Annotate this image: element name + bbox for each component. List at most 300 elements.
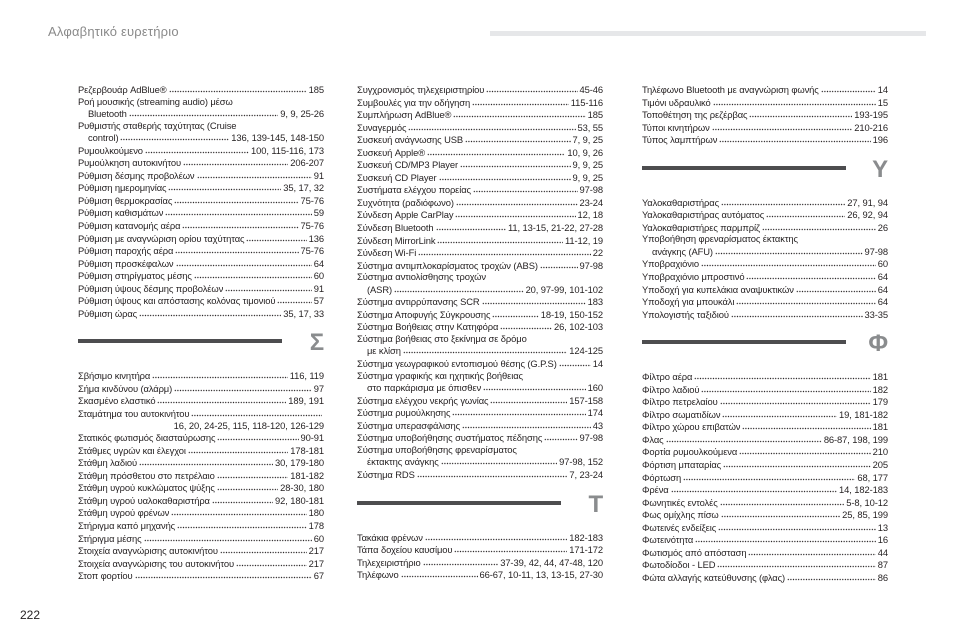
index-term: Στοιχεία αναγνώρισης του αυτοκινήτου (78, 557, 235, 569)
page-reference: 16 (877, 534, 888, 546)
index-entry (78, 456, 324, 469)
dot-leader (462, 420, 591, 430)
index-entry-line (78, 107, 324, 120)
page-reference: 33-35 (864, 308, 888, 320)
index-term: Φίλτρο αέρα (642, 371, 693, 383)
page-reference: 45-46 (579, 84, 603, 95)
index-term: Φορτία ρυμουλκούμενα (642, 446, 738, 458)
index-entry-line (357, 259, 603, 272)
page-reference: 97-98, 152 (559, 456, 603, 468)
index-term: Στάθμη υγρού κυκλώματος ψύξης (78, 482, 215, 494)
index-term: Ρύθμιση ύψους δέσμης προβολέων (78, 282, 224, 294)
index-term: Σύστημα βοήθειας στο ξεκίνημα σε δρόμο (357, 332, 527, 344)
index-term: Σύστημα γεωγραφικού εντοπισμού θέσης (G.P.S) (357, 358, 557, 370)
dot-leader (544, 432, 577, 442)
index-term: Συναγερμός (357, 121, 407, 133)
page-reference: 182-183 (569, 531, 603, 543)
dot-leader (721, 509, 841, 519)
page-reference: 7, 9, 25 (572, 134, 603, 146)
index-entry-line (642, 521, 888, 534)
index-term: Συγχρονισμός τηλεχειριστηρίου (357, 84, 485, 95)
dot-leader (701, 384, 870, 394)
index-entry-line (78, 181, 324, 194)
page-reference: 91 (313, 169, 324, 181)
index-entry-line (642, 245, 888, 258)
index-term: έκτακτης ανάγκης (367, 456, 439, 468)
page-reference: 7, 23-24 (569, 468, 603, 480)
index-term: Φόρτιση μπαταρίας (642, 459, 722, 471)
index-term: Στατικός φωτισμός διασταύρωσης (78, 432, 216, 444)
dot-leader (436, 222, 506, 232)
index-entry-line (357, 158, 603, 171)
section-header (78, 319, 324, 369)
index-entry (78, 244, 324, 257)
page-reference: 13 (877, 521, 888, 533)
index-term: με κλίση (367, 345, 401, 357)
page-reference: 60 (877, 258, 888, 270)
index-entry-line (642, 496, 888, 509)
index-entry-line (78, 282, 324, 295)
page-reference: 53, 55 (577, 121, 603, 133)
page-reference: 178-181 (290, 444, 324, 456)
index-term: Σύνδεση Wi-Fi (357, 247, 417, 259)
index-entry-line (78, 532, 324, 545)
dot-leader (490, 395, 567, 405)
dot-leader (165, 207, 311, 217)
index-term: Υαλοκαθαριστήρες παρμπρίζ (642, 221, 760, 233)
index-term: Τάπα δοχείου καυσίμου (357, 544, 453, 556)
index-entry (78, 431, 324, 444)
index-entry-line (78, 444, 324, 457)
page-reference: 116, 119 (289, 370, 324, 382)
index-entry (642, 108, 888, 121)
index-entry-line (642, 408, 888, 421)
section-letter: Υ (872, 155, 888, 183)
index-term: Ροή μουσικής (streaming audio) μέσω (78, 95, 233, 107)
dot-leader (694, 371, 870, 381)
index-entry-line (357, 196, 603, 209)
dot-leader (129, 108, 279, 118)
page-reference: 44 (877, 546, 888, 558)
page-reference: 59 (313, 207, 324, 219)
index-entry (642, 233, 888, 257)
index-term: Ρυμουλκούμενο (78, 144, 143, 156)
index-entry (78, 557, 324, 570)
index-term: Σύστημα υπερασφάλισης (357, 419, 461, 431)
index-entry-line (357, 531, 603, 544)
page-reference: 181 (872, 421, 888, 433)
index-entry (78, 444, 324, 457)
index-entry (642, 483, 888, 496)
index-entry-line (642, 196, 888, 209)
index-entry (642, 533, 888, 546)
dot-leader (174, 383, 312, 393)
index-entry (78, 394, 324, 407)
dot-leader (731, 309, 863, 319)
index-term: Στάθμη λαδιού (78, 457, 138, 469)
index-entry-line (357, 406, 603, 419)
dot-leader (482, 296, 586, 306)
index-entry-line (642, 508, 888, 521)
index-term: Τηλέφωνο (357, 569, 399, 581)
index-entry (78, 382, 324, 395)
dot-leader (403, 345, 567, 355)
index-entry (357, 208, 603, 221)
dot-leader (500, 321, 552, 331)
index-entry (642, 445, 888, 458)
index-entry (357, 259, 603, 272)
dot-leader (748, 547, 875, 557)
index-term: Ρύθμιση ημερομηνίας (78, 182, 167, 194)
page-reference: 9, 9, 25 (572, 171, 603, 183)
page-reference: 9, 9, 25 (572, 159, 603, 171)
index-entry-line (642, 270, 888, 283)
dot-leader (712, 122, 853, 132)
dot-leader (144, 533, 312, 543)
index-entry-line (357, 308, 603, 321)
dot-leader (417, 469, 568, 479)
index-term: Σύνδεση MirrorLink (357, 234, 436, 246)
dot-leader (441, 456, 558, 466)
page-reference: 12, 18 (577, 209, 603, 221)
index-entry-line (78, 407, 324, 420)
index-term: Σκασμένο ελαστικό (78, 395, 156, 407)
page-reference: 5-8, 10-12 (846, 496, 888, 508)
index-entry-line (78, 307, 324, 320)
page-reference: 75-76 (300, 194, 324, 206)
page-reference: 26 (877, 221, 888, 233)
page-reference: 30, 179-180 (275, 457, 324, 469)
dot-leader (217, 432, 298, 442)
index-entry (78, 544, 324, 557)
index-entry-line (78, 557, 324, 570)
index-entry-line (357, 208, 603, 221)
index-entry-line (642, 233, 888, 245)
index-entry-line (78, 131, 324, 144)
dot-leader (720, 396, 871, 406)
dot-leader (722, 409, 837, 419)
index-term: Συμβουλές για την οδήγηση (357, 96, 471, 108)
page-reference: 11-12, 19 (564, 234, 603, 246)
index-term: Υποδοχή για μπουκάλι (642, 296, 735, 308)
page-reference: 206-207 (290, 157, 324, 169)
index-term: Σύστημα RDS (357, 468, 415, 480)
index-entry-line (78, 506, 324, 519)
page-reference: 181 (872, 371, 888, 383)
index-entry-continuation (78, 420, 324, 432)
index-entry (642, 408, 888, 421)
index-entry-line (642, 420, 888, 433)
dot-leader (473, 184, 578, 194)
index-entry (357, 158, 603, 171)
page-reference: 75-76 (300, 220, 324, 232)
section-letter: Σ (309, 329, 324, 357)
page-reference: 57 (313, 295, 324, 307)
page-reference: 68, 177 (857, 471, 888, 483)
index-entry-line (78, 206, 324, 219)
dot-leader (394, 284, 524, 294)
page-reference: 23-24 (579, 196, 603, 208)
index-entry (642, 420, 888, 433)
index-entry (642, 508, 888, 521)
index-term: Φωτεινότητα (642, 534, 694, 546)
index-entry-line (642, 96, 888, 109)
index-term: Συσκευή ανάγνωσης USB (357, 134, 464, 146)
index-entry (642, 96, 888, 109)
index-entry-line (642, 383, 888, 396)
index-entry (78, 169, 324, 182)
page-reference: 196 (872, 134, 888, 146)
index-entry (78, 494, 324, 507)
index-entry (78, 369, 324, 382)
section-divider (642, 340, 846, 344)
index-entry (78, 232, 324, 245)
page-reference: 97-98 (579, 259, 603, 271)
index-term: Φίλτρο πετρελαίου (642, 396, 718, 408)
index-entry (642, 458, 888, 471)
dot-leader (120, 132, 229, 142)
index-entry (78, 506, 324, 519)
page-reference: 64 (877, 283, 888, 295)
index-entry (78, 532, 324, 545)
index-term: Συσκευή CD Player (357, 171, 437, 183)
index-entry-line (78, 269, 324, 282)
index-entry-line (357, 121, 603, 134)
dot-leader (746, 271, 875, 281)
index-entry (642, 546, 888, 559)
index-entry-line (78, 494, 324, 507)
index-entry-line (642, 121, 888, 134)
page-reference: 210 (872, 446, 888, 458)
index-entry-line (357, 234, 603, 247)
page-reference: 124-125 (569, 345, 603, 357)
dot-leader (135, 570, 312, 580)
index-entry-line (357, 133, 603, 146)
index-entry (357, 543, 603, 556)
index-entry (642, 83, 888, 96)
index-entry-line (642, 483, 888, 496)
index-entry-line (357, 333, 603, 345)
index-term: Σύστημα αντιολίσθησης τροχών (357, 271, 486, 283)
index-entry (78, 294, 324, 307)
index-term: Στάθμη πρόσθετου στο πετρέλαιο (78, 469, 215, 481)
page-reference: 97-98 (579, 432, 603, 444)
index-entry (642, 208, 888, 221)
page-reference: 11, 13-15, 21-22, 27-28 (508, 222, 603, 234)
index-term: Bluetooth (88, 108, 127, 120)
page-title: Αλφαβητικό ευρετήριο (48, 24, 179, 39)
index-term: Φωνητικές εντολές (642, 496, 718, 508)
index-term: Σύνδεση Bluetooth (357, 222, 434, 234)
index-entry-line (357, 295, 603, 308)
dot-leader (171, 507, 306, 517)
index-term: Σύστημα ελέγχου νεκρής γωνίας (357, 394, 489, 406)
section-divider (642, 166, 846, 170)
index-entry-line (357, 468, 603, 481)
page-reference: 189, 191 (288, 395, 324, 407)
dot-leader (176, 258, 312, 268)
page-reference: 64 (877, 271, 888, 283)
index-entry (642, 196, 888, 209)
index-entry-line (357, 543, 603, 556)
dot-leader (456, 197, 578, 207)
index-term: Τύποι κινητήρων (642, 121, 710, 133)
dot-leader (418, 247, 591, 257)
index-term: ανάγκης (AFU) (652, 245, 713, 257)
index-term: Υαλοκαθαριστήρας (642, 196, 719, 208)
index-term: Σύστημα υποβοήθησης φρεναρίσματος (357, 443, 517, 455)
index-entry-line (357, 381, 603, 394)
page-reference: 115-116 (570, 96, 603, 108)
dot-leader (796, 284, 876, 294)
index-entry (357, 333, 603, 357)
index-term: Τακάκια φρένων (357, 531, 423, 543)
index-entry-line (357, 221, 603, 234)
index-entry (78, 156, 324, 169)
index-entry (357, 146, 603, 159)
dot-leader (713, 97, 876, 107)
page-reference: 14 (877, 84, 888, 95)
dot-leader (717, 559, 875, 569)
dot-leader (182, 220, 298, 230)
page-reference: 64 (313, 257, 324, 269)
dot-leader (401, 569, 478, 579)
dot-leader (749, 109, 852, 119)
index-entry (357, 357, 603, 370)
page-reference: 19, 181-182 (839, 408, 888, 420)
dot-leader (766, 209, 845, 219)
page-reference: 27, 91, 94 (847, 196, 888, 208)
index-term: Ρύθμιση θερμοκρασίας (78, 194, 173, 206)
page-reference: 174 (587, 407, 603, 419)
index-entry-line (78, 394, 324, 407)
index-term: Φόρτωση (642, 471, 682, 483)
index-entry (78, 219, 324, 232)
index-entry-line (78, 469, 324, 482)
index-entry-line (78, 169, 324, 182)
dot-leader (742, 421, 870, 431)
index-entry-line (78, 294, 324, 307)
index-entry-line (642, 395, 888, 408)
index-entry (642, 257, 888, 270)
index-entry-line (357, 444, 603, 456)
index-term: Φλας (642, 433, 664, 445)
index-entry-line (357, 431, 603, 444)
index-entry-line (357, 320, 603, 333)
dot-leader (408, 122, 575, 132)
index-entry (642, 558, 888, 571)
page-reference: 10, 9, 26 (567, 146, 603, 158)
index-entry-line (642, 283, 888, 296)
index-entry (357, 171, 603, 184)
index-entry (642, 283, 888, 296)
index-term: Συχνότητα (ραδιόφωνο) (357, 196, 454, 208)
index-entry-line (357, 271, 603, 283)
index-entry-line (642, 471, 888, 484)
index-term: Συστήματα ελέγχου πορείας (357, 184, 471, 196)
index-entry-line (642, 533, 888, 546)
dot-leader (723, 459, 871, 469)
page-reference: 75-76 (300, 245, 324, 257)
index-term: Υποβραχιόνιο (642, 258, 699, 270)
index-entry-line (78, 519, 324, 532)
dot-leader (721, 197, 845, 207)
index-entry-line (78, 257, 324, 270)
index-term: Τηλεχειριστήριο (357, 556, 421, 568)
index-entry-line (78, 382, 324, 395)
index-entry (357, 246, 603, 259)
page-reference: 60 (313, 532, 324, 544)
index-term: Ρυμούλκηση αυτοκινήτου (78, 157, 182, 169)
dot-leader (736, 296, 875, 306)
index-term: Σύστημα Αποφυγής Σύγκρουσης (357, 308, 491, 320)
index-entry-line (357, 419, 603, 432)
index-term: Ρύθμιση παροχής αέρα (78, 245, 174, 257)
page-reference: 60 (313, 270, 324, 282)
index-term: Ρύθμιση δέσμης προβολέων (78, 169, 195, 181)
page-reference: 136, 139-145, 148-150 (231, 132, 324, 144)
page-reference: 86-87, 198, 199 (823, 433, 888, 445)
index-entry-line (78, 431, 324, 444)
dot-leader (212, 495, 273, 505)
index-entry (78, 120, 324, 144)
index-term: Συμπλήρωση AdBlue® (357, 109, 452, 121)
index-entry-line (78, 456, 324, 469)
index-entry (642, 270, 888, 283)
index-entry (642, 221, 888, 234)
dot-leader (439, 172, 571, 182)
section-letter: Φ (868, 330, 888, 358)
index-entry (642, 395, 888, 408)
page-reference: 14 (592, 358, 603, 370)
page-reference: 100, 115-116, 173 (250, 144, 324, 156)
dot-leader (220, 545, 307, 555)
page-reference: 43 (592, 419, 603, 431)
page-reference: 37-39, 42, 44, 47-48, 120 (500, 556, 603, 568)
dot-leader (454, 544, 567, 554)
index-entry-line (78, 544, 324, 557)
index-entry (357, 133, 603, 146)
page-reference: 90-91 (300, 432, 324, 444)
page-reference: 9, 9, 25-26 (280, 108, 324, 120)
index-entry-line (357, 171, 603, 184)
index-entry-line (78, 219, 324, 232)
index-entry (357, 419, 603, 432)
dot-leader (683, 472, 855, 482)
index-entry (642, 295, 888, 308)
index-entry (357, 444, 603, 468)
page-reference: 92, 180-181 (275, 494, 324, 506)
index-term: Υποδοχή για κυπελάκια αναψυκτικών (642, 283, 794, 295)
index-term: Φίλτρο χώρου επιβατών (642, 421, 741, 433)
dot-leader (666, 434, 822, 444)
page-reference: 185 (308, 84, 324, 95)
dot-leader (236, 558, 307, 568)
index-entry (642, 121, 888, 134)
index-entry (642, 308, 888, 321)
index-entry (357, 406, 603, 419)
dot-leader (139, 457, 273, 467)
index-entry-line (642, 295, 888, 308)
index-term: Ρεζερβουάρ AdBlue® (78, 84, 167, 95)
dot-leader (183, 157, 288, 167)
index-term: Ρύθμιση προσκέφαλων (78, 257, 174, 269)
index-term: Φως ομίχλης πίσω (642, 509, 719, 521)
index-term: Τιμόνι υδραυλικό (642, 96, 711, 108)
index-entry-line (357, 370, 603, 382)
section-header (642, 146, 888, 196)
index-term: Φωτισμός από απόσταση (642, 546, 747, 558)
